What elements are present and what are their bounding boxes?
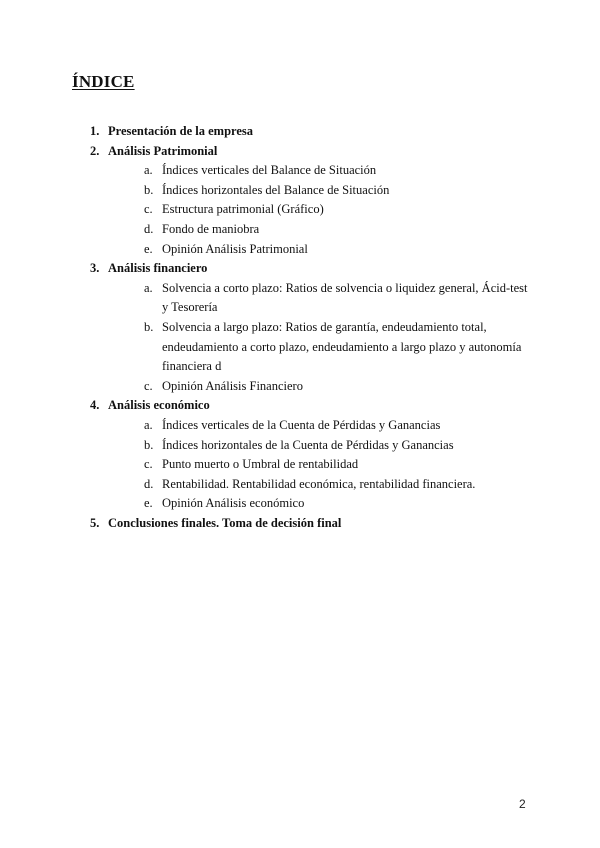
section-number: 5. xyxy=(90,515,100,530)
section-title: Análisis Patrimonial xyxy=(108,143,218,158)
subsection-list xyxy=(108,416,530,514)
item-letter: a. xyxy=(144,163,153,178)
item-text: Rentabilidad. Rentabilidad económica, rentabilidad financiera. xyxy=(162,476,476,491)
item-text: Índices horizontales del Balance de Situación xyxy=(162,182,390,197)
section-title: Análisis financiero xyxy=(108,261,208,276)
item-text: Fondo de maniobra xyxy=(162,221,260,236)
page-number: 2 xyxy=(519,797,526,811)
list-item xyxy=(144,475,530,495)
item-letter: c. xyxy=(144,378,153,393)
item-text: Opinión Análisis Patrimonial xyxy=(162,241,308,256)
list-item xyxy=(144,494,530,514)
table-of-contents xyxy=(90,122,530,533)
section-title: Presentación de la empresa xyxy=(108,124,254,138)
list-item xyxy=(144,181,530,201)
page-title: ÍNDICE xyxy=(72,72,135,91)
item-text: Índices horizontales de la Cuenta de Pérdidas y Ganancias xyxy=(162,437,454,452)
item-letter: a. xyxy=(144,280,153,295)
list-item xyxy=(144,318,530,377)
item-text: Opinión Análisis económico xyxy=(162,496,305,511)
toc-section-3 xyxy=(90,259,530,396)
toc-section-1 xyxy=(90,122,530,142)
item-letter: d. xyxy=(144,221,154,236)
toc-section-4 xyxy=(90,396,530,514)
section-title: Análisis económico xyxy=(108,398,210,413)
item-text: Solvencia a corto plazo: Ratios de solvencia o liquidez general, Ácid-test y Tesorería xyxy=(162,280,528,315)
item-text: Estructura patrimonial (Gráfico) xyxy=(162,202,324,217)
item-letter: b. xyxy=(144,319,154,334)
list-item xyxy=(144,240,530,260)
item-text: Opinión Análisis Financiero xyxy=(162,378,303,393)
item-text: Índices verticales de la Cuenta de Pérdidas y Ganancias xyxy=(162,417,441,432)
list-item xyxy=(144,455,530,475)
section-number: 3. xyxy=(90,261,100,276)
item-text: Solvencia a largo plazo: Ratios de garantía, endeudamiento total, endeudamiento a corto plazo, endeudamiento a largo plazo y autonomía financiera d xyxy=(162,319,522,374)
toc-section-5 xyxy=(90,514,530,534)
item-letter: d. xyxy=(144,476,154,491)
section-number: 2. xyxy=(90,143,100,158)
list-item xyxy=(144,436,530,456)
item-letter: b. xyxy=(144,437,154,452)
item-letter: c. xyxy=(144,202,153,217)
list-item xyxy=(144,279,530,318)
list-item xyxy=(144,200,530,220)
item-text: Punto muerto o Umbral de rentabilidad xyxy=(162,457,359,472)
section-title: Conclusiones finales. Toma de decisión final xyxy=(108,515,342,530)
section-number: 1. xyxy=(90,124,100,138)
item-letter: a. xyxy=(144,417,153,432)
item-letter: b. xyxy=(144,182,154,197)
item-letter: e. xyxy=(144,241,153,256)
section-number: 4. xyxy=(90,398,100,413)
subsection-list xyxy=(108,161,530,259)
list-item xyxy=(144,161,530,181)
list-item xyxy=(144,377,530,397)
list-item xyxy=(144,220,530,240)
toc-section-2 xyxy=(90,142,530,260)
list-item xyxy=(144,416,530,436)
subsection-list xyxy=(108,279,530,397)
item-text: Índices verticales del Balance de Situación xyxy=(162,163,377,178)
item-letter: e. xyxy=(144,496,153,511)
item-letter: c. xyxy=(144,457,153,472)
